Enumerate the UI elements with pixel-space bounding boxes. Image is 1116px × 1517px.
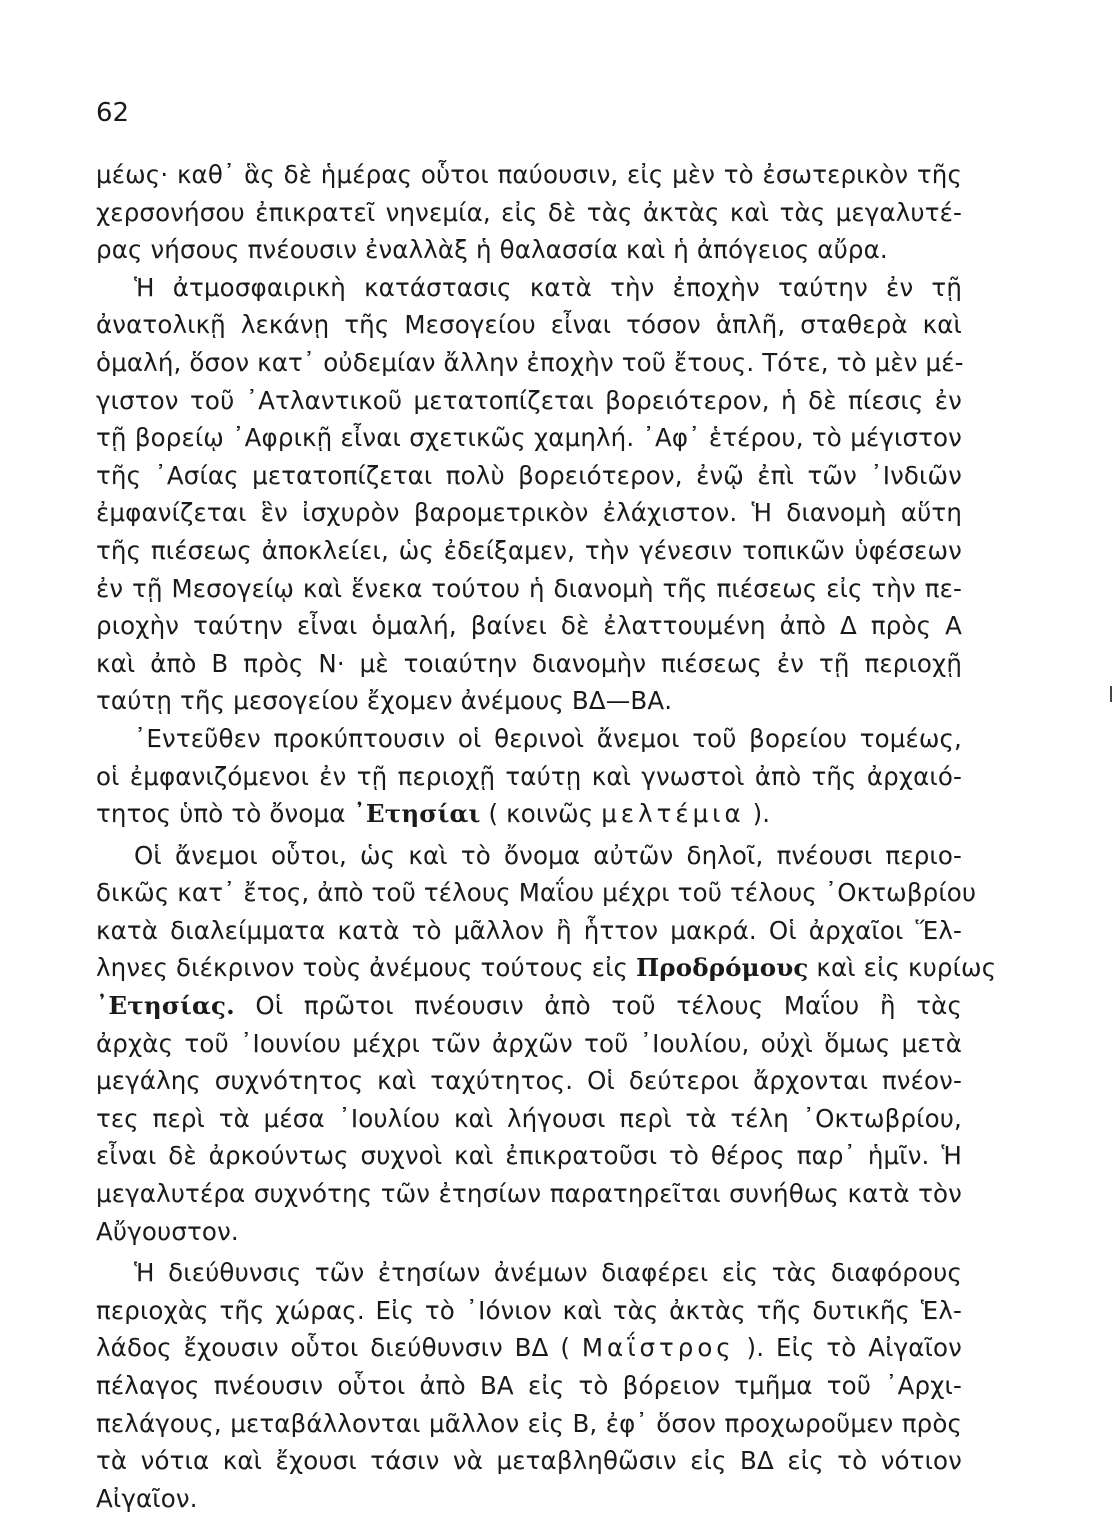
text-line: πέλαγος πνέουσιν οὗτοι ἀπὸ ΒΑ εἰς τὸ βόρειον τμῆμα τοῦ ᾽Αρχι-: [96, 1371, 962, 1400]
text-line: Αἰγαῖον.: [96, 1483, 198, 1513]
text-line: ἀνατολικῇ λεκάνῃ τῆς Μεσογείου εἶναι τόσον ἁπλῆ, σταθερὰ καὶ: [96, 310, 962, 340]
text-line: ἀρχὰς τοῦ ᾽Ιουνίου μέχρι τῶν ἀρχῶν τοῦ ᾽Ιουλίου, οὐχὶ ὅμως μετὰ: [96, 1028, 962, 1058]
text-line: περιοχὰς τῆς χώρας. Εἰς τὸ ᾽Ιόνιον καὶ τὰς ἀκτὰς τῆς δυτικῆς Ἑλ-: [96, 1295, 962, 1325]
text-line: Αὔγουστον.: [96, 1216, 239, 1246]
text-line: ἐμφανίζεται ἓν ἰσχυρὸν βαρομετρικὸν ἐλάχιστον. Ἡ διανομὴ αὕτη: [96, 498, 962, 528]
spaced-term-maistros: Μαΐστρος: [581, 1333, 735, 1363]
text-line: πελάγους, μεταβάλλονται μᾶλλον εἰς Β, ἐφ᾽ ὅσον προχωροῦμεν πρὸς: [96, 1408, 962, 1438]
text-line: εἶναι δὲ ἀρκούντως συχνοὶ καὶ ἐπικρατοῦσι τὸ θέρος παρ᾽ ἡμῖν. Ἡ: [96, 1141, 962, 1171]
text-line: μεγαλυτέρα συχνότης τῶν ἐτησίων παρατηρεῖται συνήθως κατὰ τὸν: [96, 1179, 962, 1209]
text-line: τὰ νότια καὶ ἔχουσι τάσιν νὰ μεταβληθῶσιν εἰς ΒΔ εἰς τὸ νότιον: [96, 1446, 962, 1476]
text-line: ἐν τῇ Μεσογείῳ καὶ ἕνεκα τούτου ἡ διανομὴ τῆς πιέσεως εἰς τὴν πε-: [96, 573, 962, 603]
text-line: μεγάλης συχνότητος καὶ ταχύτητος. Οἱ δεύτεροι ἄρχονται πνέον-: [96, 1066, 962, 1096]
text-line: Ἡ ἀτμοσφαιρικὴ κατάστασις κατὰ τὴν ἐποχὴν ταύτην ἐν τῇ: [134, 272, 962, 302]
text-line: δικῶς κατ᾽ ἔτος, ἀπὸ τοῦ τέλους Μαΐου μέχρι τοῦ τέλους ᾽Οκτωβρίου: [96, 878, 977, 908]
bold-term-etesiai: ᾽Ετησίαι: [353, 799, 481, 829]
text-segment: ( κοινῶς: [480, 799, 602, 829]
text-line: ρας νήσους πνέουσιν ἐναλλὰξ ἡ θαλασσία καὶ ἡ ἀπόγειος αὔρα.: [96, 235, 888, 265]
text-line: τῇ βορείῳ ᾽Αφρικῇ εἶναι σχετικῶς χαμηλή. ᾽Αφ᾽ ἑτέρου, τὸ μέγιστον: [96, 423, 962, 453]
text-line: ταύτῃ τῆς μεσογείου ἔχομεν ἀνέμους ΒΔ—ΒΑ.: [96, 686, 673, 716]
text-line: [96, 987, 962, 1025]
text-line: ὁμαλή, ὅσον κατ᾽ οὐδεμίαν ἄλλην ἐποχὴν τοῦ ἔτους. Τότε, τὸ μὲν μέ-: [96, 347, 964, 377]
text-line: τῆς ᾽Ασίας μετατοπίζεται πολὺ βορειότερον, ἐνῷ ἐπὶ τῶν ᾽Ινδιῶν: [96, 460, 962, 490]
text-segment: ληνες διέκρινον τοὺς ἀνέμους τούτους εἰς: [96, 953, 637, 983]
text-segment: ).: [744, 799, 771, 829]
text-segment: λάδος ἔχουσιν οὗτοι διεύθυνσιν ΒΔ (: [96, 1333, 582, 1363]
scan-edge-mark: [1110, 686, 1112, 702]
body-text: [96, 156, 997, 1517]
text-segment: καὶ εἰς κυρίως: [808, 953, 997, 983]
text-segment: Οἱ πρῶτοι πνέουσιν ἀπὸ τοῦ τέλους Μαΐου ἢ τὰς: [234, 991, 962, 1021]
page-number: 62: [96, 98, 130, 128]
text-line: ᾽Εντεῦθεν προκύπτουσιν οἱ θερινοὶ ἄνεμοι τοῦ βορείου τομέως,: [134, 723, 962, 753]
spaced-term-meltemia: μελτέμια: [601, 799, 745, 829]
text-line: Οἱ ἄνεμοι οὗτοι, ὡς καὶ τὸ ὄνομα αὐτῶν δηλοῖ, πνέουσι περιο-: [134, 840, 962, 870]
text-line: χερσονήσου ἐπικρατεῖ νηνεμία, εἰς δὲ τὰς ἀκτὰς καὶ τὰς μεγαλυτέ-: [96, 197, 962, 227]
text-line: τες περὶ τὰ μέσα ᾽Ιουλίου καὶ λήγουσι περὶ τὰ τέλη ᾽Οκτωβρίου,: [96, 1103, 962, 1133]
text-line: οἱ ἐμφανιζόμενοι ἐν τῇ περιοχῇ ταύτῃ καὶ γνωστοὶ ἀπὸ τῆς ἀρχαιό-: [96, 761, 962, 791]
text-line: μέως· καθ᾽ ἃς δὲ ἡμέρας οὗτοι παύουσιν, εἰς μὲν τὸ ἐσωτερικὸν τῆς: [96, 160, 962, 189]
text-line: καὶ ἀπὸ Β πρὸς Ν· μὲ τοιαύτην διανομὴν πιέσεως ἐν τῇ περιοχῇ: [96, 648, 962, 678]
text-segment: ). Εἰς τὸ Αἰγαῖον: [734, 1333, 962, 1363]
bold-term-etesias: ᾽Ετησίας.: [96, 991, 235, 1021]
text-line: [96, 1329, 962, 1367]
bold-term-prodromous: Προδρόμους: [636, 953, 809, 983]
text-line: ριοχὴν ταύτην εἶναι ὁμαλή, βαίνει δὲ ἐλαττουμένη ἀπὸ Δ πρὸς Α: [96, 611, 962, 641]
text-segment: τητος ὑπὸ τὸ ὄνομα: [96, 799, 354, 829]
text-line: γιστον τοῦ ᾽Ατλαντικοῦ μετατοπίζεται βορειότερον, ἡ δὲ πίεσις ἐν: [96, 385, 962, 415]
text-line: κατὰ διαλείμματα κατὰ τὸ μᾶλλον ἢ ἧττον μακρά. Οἱ ἀρχαῖοι Ἕλ-: [96, 915, 962, 945]
text-line: [96, 795, 962, 833]
text-line: [96, 949, 997, 987]
text-line: Ἡ διεύθυνσις τῶν ἐτησίων ἀνέμων διαφέρει εἰς τὰς διαφόρους: [134, 1258, 962, 1288]
text-line: τῆς πιέσεως ἀποκλείει, ὡς ἐδείξαμεν, τὴν γένεσιν τοπικῶν ὑφέσεων: [96, 535, 962, 565]
